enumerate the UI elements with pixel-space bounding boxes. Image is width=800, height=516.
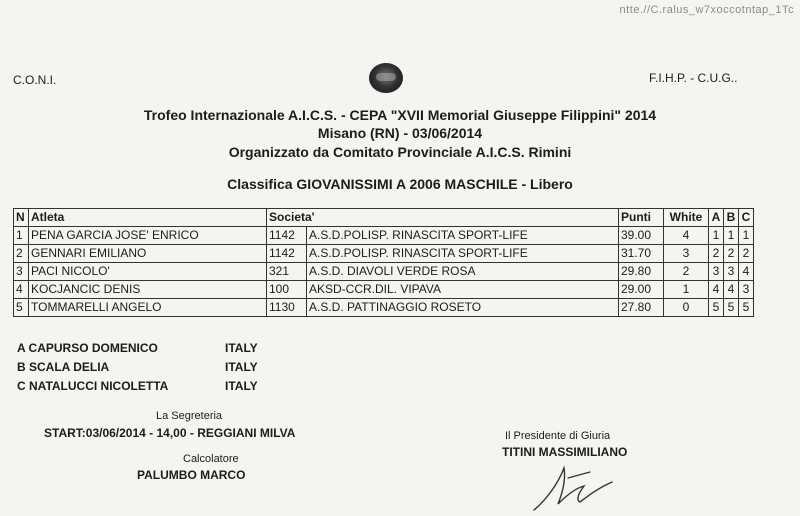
cell-white: 4	[664, 227, 709, 245]
cell-soc-code: 100	[267, 281, 307, 299]
signature-mark	[528, 458, 618, 514]
cell-b: 5	[724, 299, 739, 317]
cell-soc-code: 1142	[267, 227, 307, 245]
judge-country: ITALY	[225, 379, 258, 393]
cell-b: 2	[724, 245, 739, 263]
cell-white: 1	[664, 281, 709, 299]
cell-punti: 27.80	[619, 299, 664, 317]
header-b: B	[724, 209, 739, 227]
judge-a	[17, 341, 258, 355]
cell-atleta: PENA GARCIA JOSE' ENRICO	[29, 227, 267, 245]
cell-a: 3	[709, 263, 724, 281]
cell-b: 3	[724, 263, 739, 281]
table-row	[14, 227, 754, 245]
cell-white: 2	[664, 263, 709, 281]
cell-b: 4	[724, 281, 739, 299]
cell-white: 3	[664, 245, 709, 263]
cell-punti: 29.80	[619, 263, 664, 281]
cell-punti: 29.00	[619, 281, 664, 299]
judge-b	[17, 360, 258, 374]
cell-punti: 39.00	[619, 227, 664, 245]
cell-n: 1	[14, 227, 29, 245]
presidente-label: Il Presidente di Giuria	[505, 430, 611, 442]
cell-punti: 31.70	[619, 245, 664, 263]
cell-c: 5	[739, 299, 754, 317]
judge-name: A CAPURSO DOMENICO	[17, 341, 158, 355]
cell-c: 4	[739, 263, 754, 281]
cell-n: 3	[14, 263, 29, 281]
table-row	[14, 299, 754, 317]
calcolatore-label: Calcolatore	[183, 453, 239, 465]
event-location-date: Misano (RN) - 03/06/2014	[317, 125, 483, 141]
cell-atleta: KOCJANCIC DENIS	[29, 281, 267, 299]
cell-n: 5	[14, 299, 29, 317]
cell-c: 1	[739, 227, 754, 245]
cell-societa: A.S.D. PATTINAGGIO ROSETO	[307, 299, 619, 317]
results-table	[13, 208, 754, 317]
presidente-value: TITINI MASSIMILIANO	[502, 445, 628, 459]
header-a: A	[709, 209, 724, 227]
cell-c: 3	[739, 281, 754, 299]
judge-name: C NATALUCCI NICOLETTA	[17, 379, 169, 393]
cell-a: 1	[709, 227, 724, 245]
cell-societa: A.S.D. DIAVOLI VERDE ROSA	[307, 263, 619, 281]
judge-country: ITALY	[225, 360, 258, 374]
cell-societa: A.S.D.POLISP. RINASCITA SPORT-LIFE	[307, 245, 619, 263]
table-row	[14, 245, 754, 263]
cell-atleta: GENNARI EMILIANO	[29, 245, 267, 263]
judge-country: ITALY	[225, 341, 258, 355]
cell-n: 2	[14, 245, 29, 263]
cell-soc-code: 1130	[267, 299, 307, 317]
segreteria-label: La Segreteria	[156, 410, 223, 422]
event-organizer: Organizzato da Comitato Provinciale A.I.C.S. Rimini	[228, 144, 572, 160]
cell-a: 2	[709, 245, 724, 263]
cell-societa: AKSD-CCR.DIL. VIPAVA	[307, 281, 619, 299]
cell-societa: A.S.D.POLISP. RINASCITA SPORT-LIFE	[307, 227, 619, 245]
fihp-label: F.I.H.P. - C.U.G..	[649, 71, 738, 85]
cell-white: 0	[664, 299, 709, 317]
judge-c	[17, 379, 258, 393]
header-c: C	[739, 209, 754, 227]
cell-a: 4	[709, 281, 724, 299]
cell-soc-code: 1142	[267, 245, 307, 263]
emblem-logo	[369, 63, 403, 93]
cell-soc-code: 321	[267, 263, 307, 281]
header-punti: Punti	[619, 209, 664, 227]
cell-atleta: TOMMARELLI ANGELO	[29, 299, 267, 317]
event-title: Trofeo Internazionale A.I.C.S. - CEPA "XVII Memorial Giuseppe Filippini" 2014	[143, 107, 657, 123]
table-row	[14, 281, 754, 299]
segreteria-value: START:03/06/2014 - 14,00 - REGGIANI MILVA	[44, 426, 296, 440]
judge-name: B SCALA DELIA	[17, 360, 110, 374]
cell-c: 2	[739, 245, 754, 263]
classification-title: Classifica GIOVANISSIMI A 2006 MASCHILE - Libero	[227, 176, 573, 192]
cell-n: 4	[14, 281, 29, 299]
header-n: N	[14, 209, 29, 227]
cell-atleta: PACI NICOLO'	[29, 263, 267, 281]
header-white: White	[664, 209, 709, 227]
cell-b: 1	[724, 227, 739, 245]
cell-a: 5	[709, 299, 724, 317]
coni-label: C.O.N.I.	[13, 73, 57, 87]
url-fragment: ntte.//C.ralus_w7xoccotntap_1Tc	[619, 4, 794, 16]
header-societa: Societa'	[267, 209, 619, 227]
header-atleta: Atleta	[29, 209, 267, 227]
calcolatore-value: PALUMBO MARCO	[137, 468, 246, 482]
table-row	[14, 263, 754, 281]
table-header-row	[14, 209, 754, 227]
